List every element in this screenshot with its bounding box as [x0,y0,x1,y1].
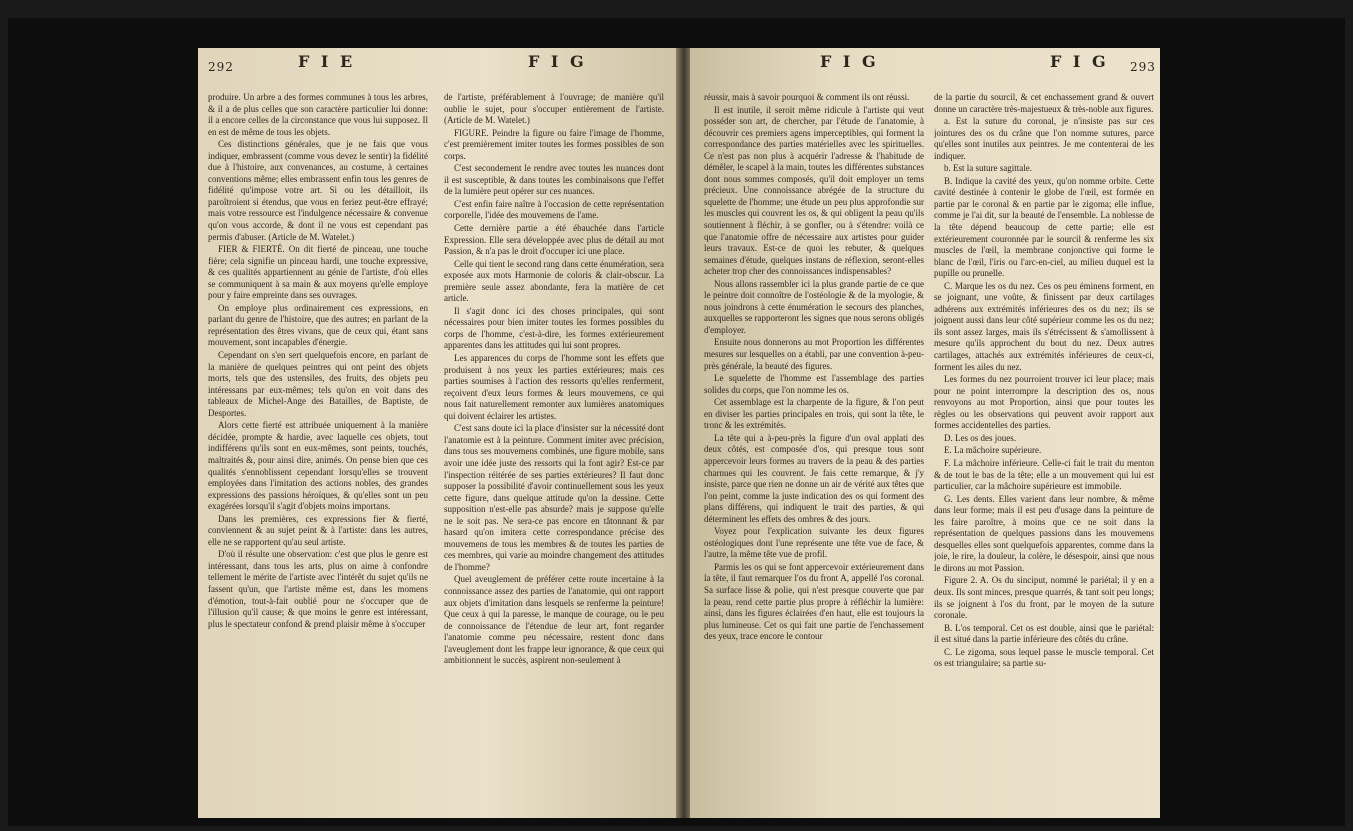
paragraph: de l'artiste, préférablement à l'ouvrage; de manière qu'il oublie le sujet, pour s'occuper entièrement de l'artiste. (Article de M. Watelet.) [444,92,664,126]
paragraph: Ces distinctions générales, que je ne fais que vous indiquer, embrassent (comme vous devez le sentir) la fidélité due à l'histoire, aux convenances, au costume, à certaines conventions même; elles embrassent enfin tous les genres de fidélité qu'impose votre art. Si ou les détailloit, ils paroîtroient si étendus, que vous en feriez peut-être effrayé; mais votre ressource est l'indulgence nécessaire & convenue qu'on vous accorde, & dont il ne vous est cependant pas permis d'abuser. (Article de M. Watelet.) [208,139,428,242]
paragraph: C. Le zigoma, sous lequel passe le muscle temporal. Cet os est triangulaire; sa partie su- [934,646,1154,669]
right-page-number: 293 [1130,60,1156,74]
right-running-head-2: F I G [1050,52,1109,71]
paragraph: Cet assemblage est la charpente de la figure, & l'on peut en diviser les parties principales en trois, qui sont la tête, le tronc & les extrémités. [704,397,924,431]
paragraph: C'est secondement le rendre avec toutes les nuances dont il est susceptible, & dans toutes les combinaisons que l'effet de la lumière peut opérer sur ces nuances. [444,163,664,197]
left-running-head-1: F I E [298,52,356,71]
paragraph: C'est enfin faire naître à l'occasion de cette représentation corporelle, l'idée des mouvemens de l'ame. [444,198,664,221]
paragraph: réussir, mais à savoir pourquoi & comment ils ont réussi. [704,92,910,102]
paragraph: Le squelette de l'homme est l'assemblage des parties solides du corps, que l'on nomme les os. [704,373,924,395]
paragraph: Figure 2. A. Os du sinciput, nommé le pariétal; il y en a deux. Ils sont minces, presque quarrés, & tant soit peu longs; ils se joignent à l'os du front, par le moyen de la suture coronale. [934,575,1154,621]
paragraph: Les apparences du corps de l'homme sont les effets que produisent à nos yeux les parties extérieures; mais ces parties soumises à l'action des ressorts qu'elles renferment, reçoivent d'eux leurs formes & leurs mouvemens, ce qui nous fait naturellement remonter aux lumières anatomiques qui doivent éclairer les artistes. [444,353,664,421]
right-column-1 [704,92,924,812]
right-page-header [690,52,1160,82]
paragraph: Les formes du nez pourroient trouver ici leur place; mais pour ne point interrompre la description des os, nous renvoyons au mot Proportion, ainsi que pour toutes les règles ou les observations qui peuvent avoir rapport aux formes accidentelles des parties. [934,374,1154,431]
paragraph: On employe plus ordinairement ces expressions, en parlant du genre de l'histoire, que des autres; en parlant de la représentation des êtres vivans, que de ceux qui, étant sans mouvement, sont incapables d'énergie. [208,302,428,348]
paragraph: Voyez pour l'explication suivante les deux figures ostéologiques dont l'une représente une tête vue de face, & l'autre, la même tête vue de profil. [704,526,924,560]
paragraph: Cependant on s'en sert quelquefois encore, en parlant de la manière de quelques peintres qui ont peint des objets morts, tels que des ustensiles, des fruits, des objets peu intéressans par eux-mêmes; tels qu'on en voit dans des tableaux de Michel-Ange des Batailles, de Baptiste, de Desportes. [208,350,428,418]
left-page-header [198,52,678,82]
paragraph: Il est inutile, il seroit même ridicule à l'artiste qui veut posséder son art, de chercher, par l'étude de l'anatomie, à découvrir ces premiers agens imperceptibles, qui forment la correspondance des parties matérielles avec les spirituelles. Ce n'est pas non plus à acquérir l'adresse & l'habitude de démêler, le scapel à la main, toutes les différentes substances dont nous sommes composés, qu'il doit employer un tems précieux. Une connoissance abrégée de la structure du squelette de l'homme; une étude un peu plus approfondie sur les muscles qui couvrent les os, & qui obligent la peau qu'ils soutiennent à fléchir, à se gonfler, ou à s'étendre: voilà ce que l'anatomie offre de nécessaire aux artistes pour guider leurs travaux. Est-ce de quoi les rebuter, & quelques semaines d'étude, quelques instans de réflexion, seront-elles acheter trop cher des connoissances indispensables? [704,104,924,277]
paragraph: Il s'agit donc ici des choses principales, qui sont nécessaires pour bien imiter toutes les formes possibles du corps de l'homme, c'est-à-dire, les formes extérieurement apparentes dans les attitudes qui lui sont propres. [444,305,664,351]
paragraph: C'est sans doute ici la place d'insister sur la nécessité dont l'anatomie est à la peinture. Comment imiter avec précision, dans tous ses mouvemens combinés, une figure mobile, sans avoir une idée juste des ressorts qui la font agir? Est-ce par l'inspection réitérée de ses parties extérieures? Il faut donc supposer la possibilité d'avoir continuellement sous les yeux cette figure, dans quelque attitude qu'on la dessine. Cette supposition n'est-elle pas absurde? mais je suppose qu'elle ne le soit pas. Ne sera-ce pas encore en tâtonnant & par hasard qu'on imitera cette correspondance précise des mouvemens de tous les membres & de toutes les parties de ces membres, qui varie au moindre changement des attitudes de l'homme? [444,423,664,572]
paragraph: Nous allons rassembler ici la plus grande partie de ce que le peintre doit connoître de l'ostéologie & de la myologie, & nous joindrons à cette énumération le secours des planches, auxquelles se rapporteront les signes que nous serons obligés d'employer. [704,278,924,335]
paragraph: produire. Un arbre a des formes communes à tous les arbres, & il a de plus celles que son caractère particulier lui donne: il a encore celles de la circonstance que vous lui supposez. Il en est de même de tous les objets. [208,92,428,137]
right-column-2 [934,92,1154,812]
paragraph: b. Est la suture sagittale. [944,163,1032,174]
left-page [198,48,678,818]
paragraph: D'où il résulte une observation: c'est que plus le genre est intéressant, dans tous les arts, plus on aime à confondre tellement le mérite de l'artiste avec l'intérêt du sujet qu'ils ne fassent qu'un, que l'artiste même est, dans les momens d'émotion, tout-à-fait oublié pour ne s'occuper que de l'illusion qu'il cause; & que moins le genre est intéressant, plus le spectateur confond & prend plaisir même à s'occuper [208,549,428,629]
paragraph: a. Est la suture du coronal, je n'insiste pas sur ces jointures des os du crâne que l'on nomme sutures, parce qu'elles sont inutiles aux peintres. Je me contenterai de les indiquer. [934,116,1154,161]
paragraph: FIER & FIERTÉ. On dit fierté de pinceau, une touche fière; cela signifie un pinceau hardi, une touche expressive, & ces qualités appartiennent au génie de l'artiste, d'où elles se communiquent à sa main & aux moyens qu'elle employe pour y faire empreinte dans ses ouvrages. [208,244,428,301]
paragraph: B. L'os temporal. Cet os est double, ainsi que le pariétal: il est situé dans la partie inférieure des côtés du crâne. [934,622,1154,645]
left-column-1 [208,92,428,812]
paragraph: E. La mâchoire supérieure. [944,445,1042,456]
paragraph: Alors cette fierté est attribuée uniquement à la manière décidée, prompte & hardie, avec laquelle ces objets, tout indifférens qu'ils sont en eux-mêmes, sont peints, touchés, maltraités &, pour ainsi dire, animés. On pense bien que ces qualités s'ennoblissent cependant lorsqu'elles se trouvent employées dans l'imitation des actions nobles, des grandes expressions des passions héroïques, & qu'elles sont un peu exagérées lorsqu'il s'agit d'objets moins importans. [208,420,428,512]
paragraph: La tête qui a à-peu-près la figure d'un oval applati des deux côtés, est composée d'os, qui presque tous sont appercevoir leurs formes au travers de la peau & des parties charnues qui les couvrent. Je fais cette remarque, & j'y insiste, parce que rien ne donne un air de vérité aux têtes que l'on peint, comme la juste indication des os qui forment des plans différens, qui indiquent le trait des parties, & qui déterminent les effets des ombres & des jours. [704,432,924,524]
paragraph: Cette dernière partie a été ébauchée dans l'article Expression. Elle sera développée avec plus de détail au mot Passion, & n'a pas le droit d'occuper ici une place. [444,223,664,257]
paragraph: F. La mâchoire inférieure. Celle-ci fait le trait du menton & de tout le bas de la tête; elle a un mouvement qui lui est particulier, car la mâchoire supérieure est immobile. [934,457,1154,492]
paragraph: FIGURE. Peindre la figure ou faire l'image de l'homme, c'est premièrement imiter toutes les formes possibles de son corps. [444,127,664,161]
paragraph: C. Marque les os du nez. Ces os peu éminens forment, en se joignant, une voûte, & finissent par deux cartilages adhérens aux extrémités inférieures des os du nez; ils se joignent aussi dans leur côté supérieur comme les os du nez; ils sont assez larges, mais ils s'étrécissent & s'amollissent à mesure qu'ils approchent du bout du nez. Deux autres cartilages, attachés aux extrémités inférieures de ceux-ci, forment les ailes du nez. [934,280,1154,372]
left-column-2 [444,92,664,812]
paragraph: Dans les premières, ces expressions fier & fierté, conviennent & au sujet peint & à l'artiste: dans les autres, elle ne se rapportent qu'au seul artiste. [208,513,428,547]
paragraph: de la partie du sourcil, & cet enchassement grand & ouvert donne un caractère très-majestueux & très-noble aux figures. [934,92,1154,114]
right-running-head-1: F I G [820,52,879,71]
paragraph: D. Les os des joues. [944,432,1016,443]
book-spread [8,18,1345,826]
left-running-head-2: F I G [528,52,587,71]
left-page-number: 292 [208,60,234,74]
paragraph: G. Les dents. Elles varient dans leur nombre, & même dans leur forme; mais il est peu d'usage dans la peinture de les faire paroître, à moins que ce ne soit dans la représentation de quelques passions dans les mouvemens desquelles elles sont quelquefois apparentes, comme dans la joie, le rire, la douleur, la colère, le désespoir, ainsi que nous le dirons au mot Passion. [934,493,1154,573]
paragraph: Quel aveuglement de préférer cette route incertaine à la connoissance assez des parties de l'anatomie, qui ont rapport aux objets d'imitation dans lesquels se renferme la peinture! Que ceux à qui la paresse, le manque de courage, ou le peu de connoissance de l'étendue de leur art, font regarder l'anatomie comme peu nécessaire, restent donc dans l'aveuglement dont les frappe leur ignorance, & que ceux qui ambitionnent le succès, aspirent non-seulement à [444,574,664,666]
paragraph: Ensuite nous donnerons au mot Proportion les différentes mesures sur lesquelles on a établi, par une convention à-peu-près générale, la beauté des figures. [704,337,924,371]
paragraph: Celle qui tient le second rang dans cette énumération, sera exposée aux mots Harmonie de coloris & clair-obscur. La première seule assez abondante, fera la matière de cet article. [444,258,664,304]
paragraph: Parmis les os qui se font appercevoir extérieurement dans la tête, il faut remarquer l'os du front A, appellé l'os coronal. Sa surface lisse & polie, qui n'est presque couverte que par la peau, rend cette partie plus propre à réfléchir la lumière: ainsi, dans les figures éclairées d'en haut, elle est toujours la plus lumineuse. Cet os qui fait une partie de l'enchassement des yeux, trace encore le contour [704,561,924,642]
right-page [690,48,1160,818]
paragraph: B. Indique la cavité des yeux, qu'on nomme orbite. Cette cavité destinée à contenir le globe de l'œil, est formée en partie par le coronal & en partie par le zigoma; elle influe, comme je l'ai dit, sur la beauté de l'ensemble. La noblesse de la tête dépend beaucoup de cette partie; elle est extérieurement couronnée par le sourcil & renferme les six muscles de l'œil, la membrane conjonctive qui forme le blanc de l'œil, l'iris ou l'arc-en-ciel, au milieu duquel est la pupille ou prunelle. [934,175,1154,279]
